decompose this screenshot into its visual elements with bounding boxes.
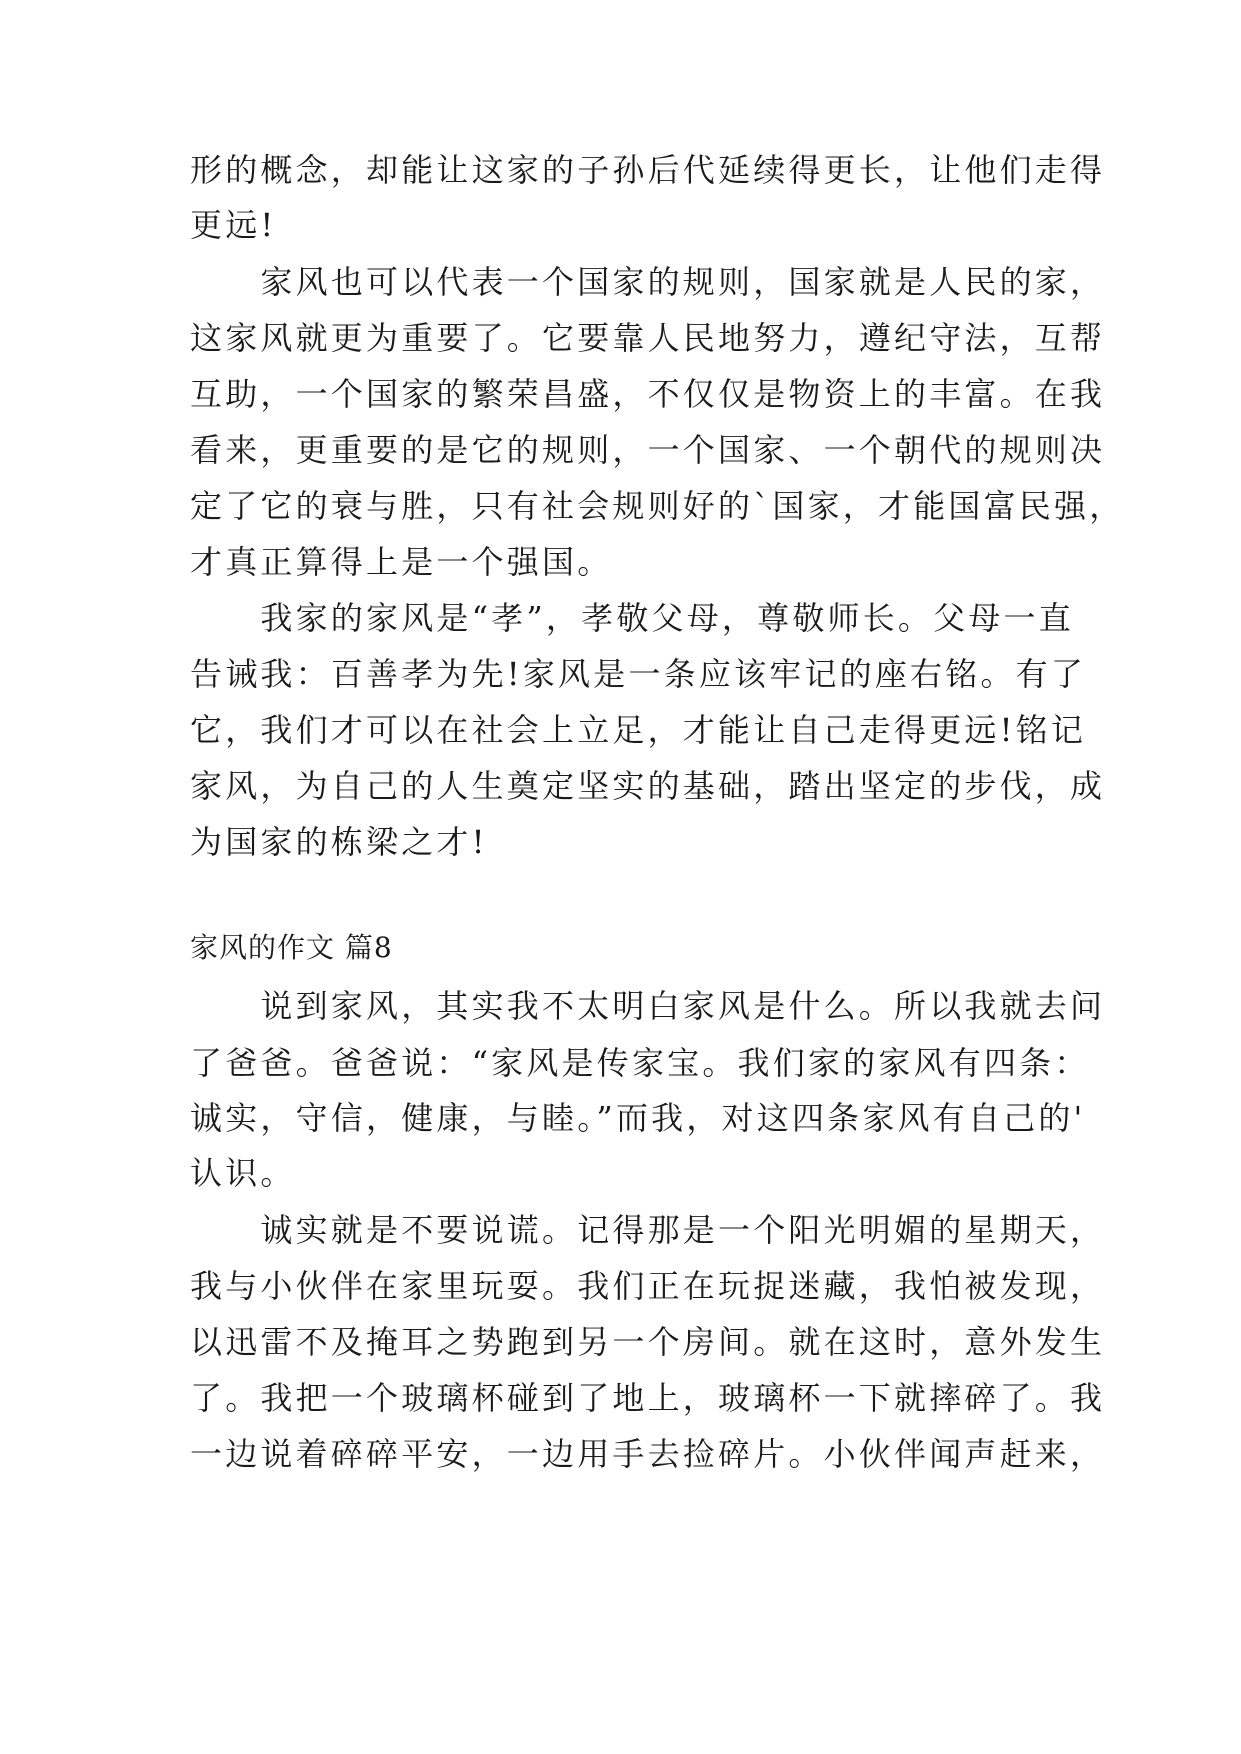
text-line: 我家的家风是“孝”，孝敬父母，尊敬师长。父母一直 (190, 599, 1074, 637)
text-line: 才真正算得上是一个强国。 (190, 543, 613, 581)
text-line: 以迅雷不及掩耳之势跑到另一个房间。就在这时，意外发生 (190, 1323, 1106, 1361)
text-line: 了爸爸。爸爸说：“家风是传家宝。我们家的家风有四条： (190, 1044, 1090, 1082)
text-line: 它，我们才可以在社会上立足，才能让自己走得更远!铭记 (190, 711, 1087, 749)
text-line: 说到家风，其实我不太明白家风是什么。所以我就去问 (190, 987, 1106, 1025)
text-line: 定了它的衰与胜，只有社会规则好的`国家，才能国富民强， (190, 487, 1125, 525)
text-line: 一边说着碎碎平安，一边用手去捡碎片。小伙伴闻声赶来， (190, 1435, 1106, 1473)
text-line: 家风也可以代表一个国家的规则，国家就是人民的家， (190, 263, 1106, 301)
section-heading: 家风的作文 篇8 (190, 931, 393, 964)
text-line: 形的概念，却能让这家的子孙后代延续得更长，让他们走得 (190, 151, 1106, 189)
text-line: 认识。 (190, 1154, 296, 1192)
text-line: 了。我把一个玻璃杯碰到了地上，玻璃杯一下就摔碎了。我 (190, 1379, 1106, 1417)
text-line: 互助，一个国家的繁荣昌盛，不仅仅是物资上的丰富。在我 (190, 375, 1106, 413)
text-line: 家风，为自己的人生奠定坚实的基础，踏出坚定的步伐，成 (190, 767, 1106, 805)
text-line: 看来，更重要的是它的规则，一个国家、一个朝代的规则决 (190, 431, 1106, 469)
text-line: 为国家的栋梁之才! (190, 823, 488, 861)
text-line: 诚实，守信，健康，与睦。”而我，对这四条家风有自己的' (190, 1099, 1086, 1137)
text-line: 更远! (190, 206, 277, 244)
text-line: 我与小伙伴在家里玩耍。我们正在玩捉迷藏，我怕被发现， (190, 1267, 1106, 1305)
text-line: 告诫我：百善孝为先!家风是一条应该牢记的座右铭。有了 (190, 655, 1087, 693)
text-line: 这家风就更为重要了。它要靠人民地努力，遵纪守法，互帮 (190, 319, 1106, 357)
text-line: 诚实就是不要说谎。记得那是一个阳光明媚的星期天， (190, 1211, 1106, 1249)
